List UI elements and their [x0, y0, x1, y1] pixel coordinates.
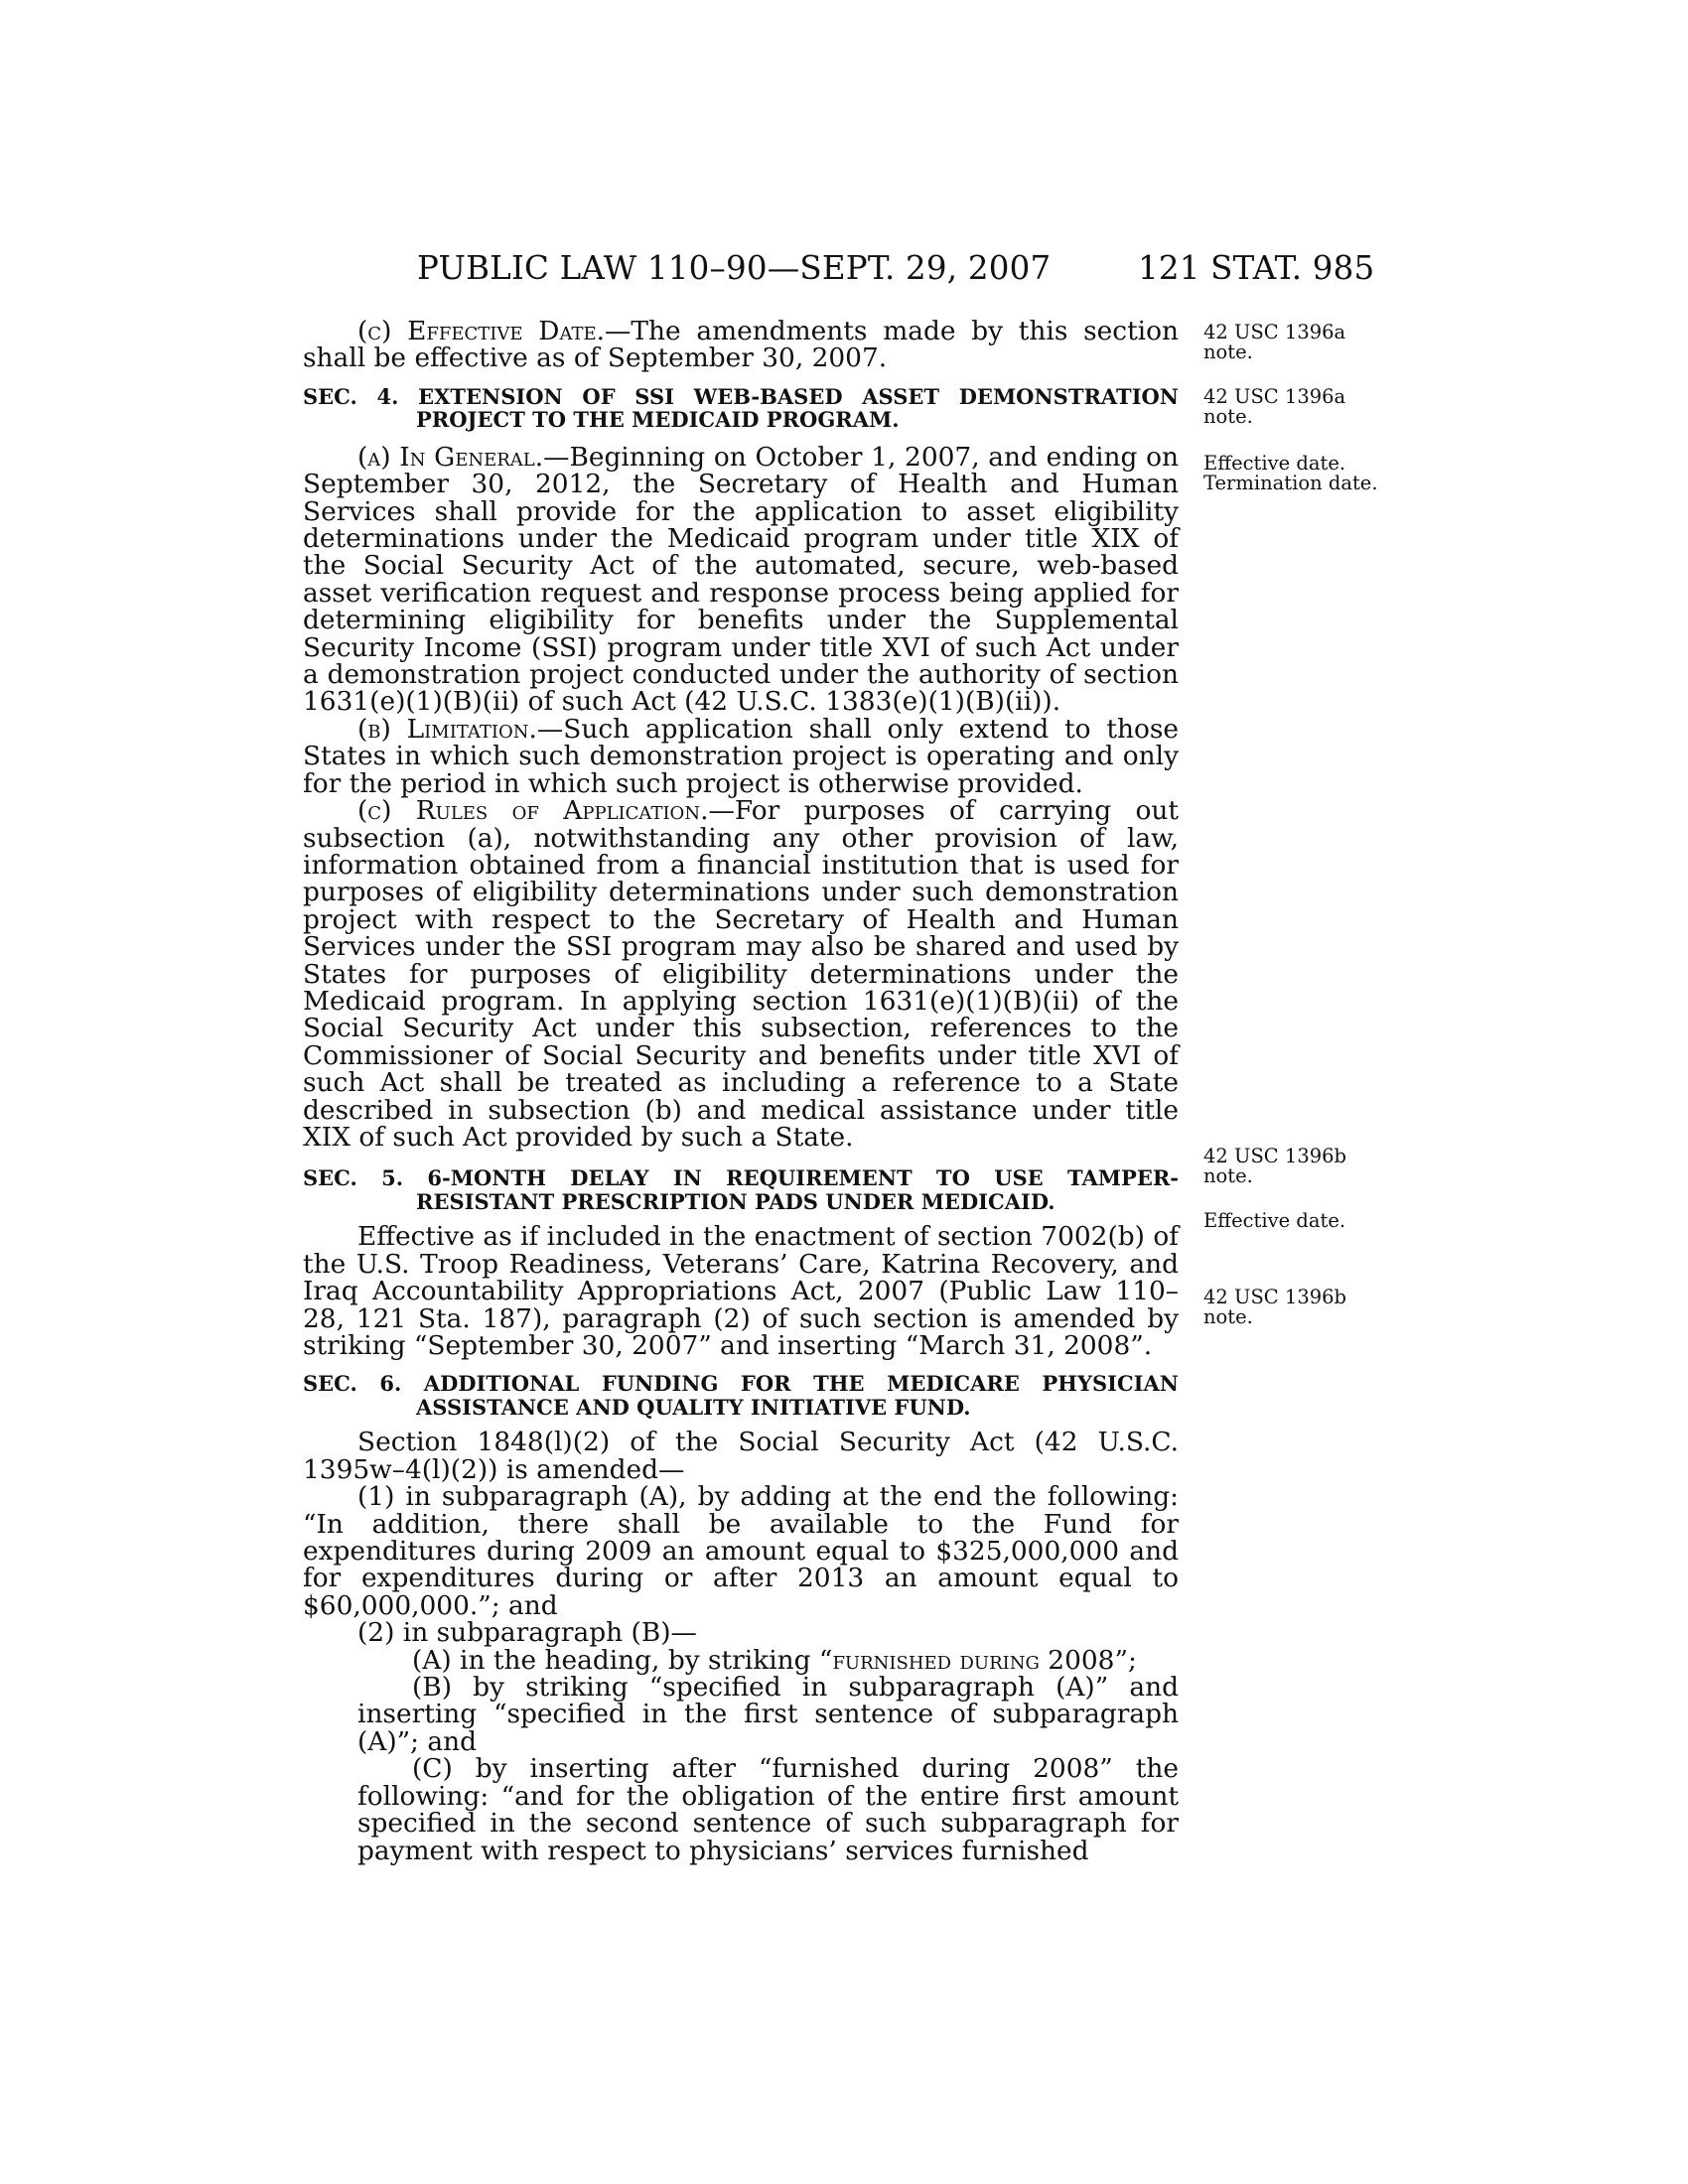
subsection-text: —Beginning on October 1, 2007, and ending on September 30, 2012, the Secretary of Health and Human Services shall provide for the application to asset eligibility determinations under the Medicaid program under title XIX of the Social Security Act of the automated, secure, web-based asset verification request and response process being applied for determining eligibility for benefits under the Supplemental Security Income (SSI) program under title XVI of such Act under a demonstration project conducted under the authority of section 1631(e)(1)(B)(ii) of such Act (42 U.S.C. 1383(e)(1)(B)(ii)). — [303, 441, 1179, 718]
subsection-heading: (b) Limitation. — [357, 713, 537, 745]
page-header-stat: 121 STAT. 985 — [1138, 249, 1375, 287]
subsection-text: —Such application shall only extend to those States in which such demonstration project is operating and only for the period in which such project is otherwise provided. — [303, 713, 1179, 799]
section-6-heading: SEC. 6. ADDITIONAL FUNDING FOR THE MEDICARE PHYSICIAN ASSISTANCE AND QUALITY INITIATIVE FUND. — [303, 1371, 1179, 1420]
section-5-heading: SEC. 5. 6-MONTH DELAY IN REQUIREMENT TO USE TAMPER-RESISTANT PRESCRIPTION PADS UNDER MEDICAID. — [303, 1165, 1179, 1214]
margin-note-usc-1396a: 42 USC 1396a note. — [1203, 385, 1346, 428]
sec4-paragraph-a — [303, 441, 1179, 718]
document-body — [303, 318, 1179, 1864]
margin-note-usc-1396a: 42 USC 1396a note. — [1203, 321, 1346, 363]
paragraph-c-effective-date — [303, 318, 1179, 372]
sec6-item-2: (2) in subparagraph (B)— — [357, 1617, 697, 1649]
sec4-paragraph-c — [303, 797, 1179, 1151]
margin-note-effective-termination: Effective date. Termination date. — [1203, 452, 1378, 494]
sec6-intro: Section 1848(l)(2) of the Social Security Act (42 U.S.C. 1395w–4(l)(2)) is amended— — [303, 1427, 1179, 1485]
subsection-text: —For purposes of carrying out subsection (a), notwithstanding any other provision of law, information obtained from a financial institution that is used for purposes of eligibility determinations under such demonstration project with respect to the Secretary of Health and Human Services under the SSI program may also be shared and used by States for purposes of eligibility determinations under the Medicaid program. In applying section 1631(e)(1)(B)(ii) of the Social Security Act under this subsection, references to the Commissioner of Social Security and benefits under title XVI of such Act shall be treated as including a reference to a State described in subsection (b) and medical assistance under title XIX of such Act provided by such a State. — [303, 795, 1179, 1153]
sec6-item-2B: (B) by striking “specified in subparagraph (A)” and inserting “specified in the first sentence of subparagraph (A)”; and — [357, 1672, 1179, 1757]
item-text-post: ”; — [1114, 1644, 1137, 1676]
item-text-pre: (A) in the heading, by striking “ — [412, 1644, 833, 1676]
sec6-item-2C: (C) by inserting after “furnished during 2008” the following: “and for the obligation of the entire first amount specified in the second sentence of such subparagraph for payment with respect to physicians’ services furnished — [357, 1753, 1179, 1866]
sec4-paragraph-b — [303, 713, 1179, 799]
subsection-heading: (c) Effective Date. — [357, 316, 606, 346]
sec6-item-1 — [303, 1483, 1179, 1619]
subsection-heading: (a) In General. — [357, 441, 544, 473]
sec6-item-2A — [357, 1644, 1179, 1676]
subsection-text: —The amendments made by this section shall be effective as of September 30, 2007. — [303, 316, 1180, 374]
item-text-caps: furnished during 2008 — [832, 1644, 1115, 1676]
item-text: (1) in subparagraph (A), by adding at the end the following: “In addition, there shall be available to the Fund for expenditures during 2009 an amount equal to $325,000,000 and for expenditures during or after 2013 an amount equal to $60,000,000.”; and — [303, 1481, 1179, 1621]
sec5-paragraph: Effective as if included in the enactment of section 7002(b) of the U.S. Troop Readiness, Veterans’ Care, Katrina Recovery, and Iraq Accountability Appropriations Act, 2007 (Public Law 110–28, 121 Sta. 187), paragraph (2) of such section is amended by striking “September 30, 2007” and inserting “March 31, 2008”. — [303, 1221, 1179, 1361]
margin-note-usc-1396b: 42 USC 1396b note. — [1203, 1286, 1347, 1328]
page-header-title: PUBLIC LAW 110–90—SEPT. 29, 2007 — [417, 249, 1052, 287]
section-4-heading: SEC. 4. EXTENSION OF SSI WEB-BASED ASSET DEMONSTRATION PROJECT TO THE MEDICAID PROGRAM. — [303, 383, 1179, 433]
margin-note-effective-date: Effective date. — [1203, 1209, 1346, 1232]
margin-note-usc-1396b: 42 USC 1396b note. — [1203, 1145, 1347, 1187]
subsection-heading: (c) Rules of Application. — [357, 795, 709, 827]
